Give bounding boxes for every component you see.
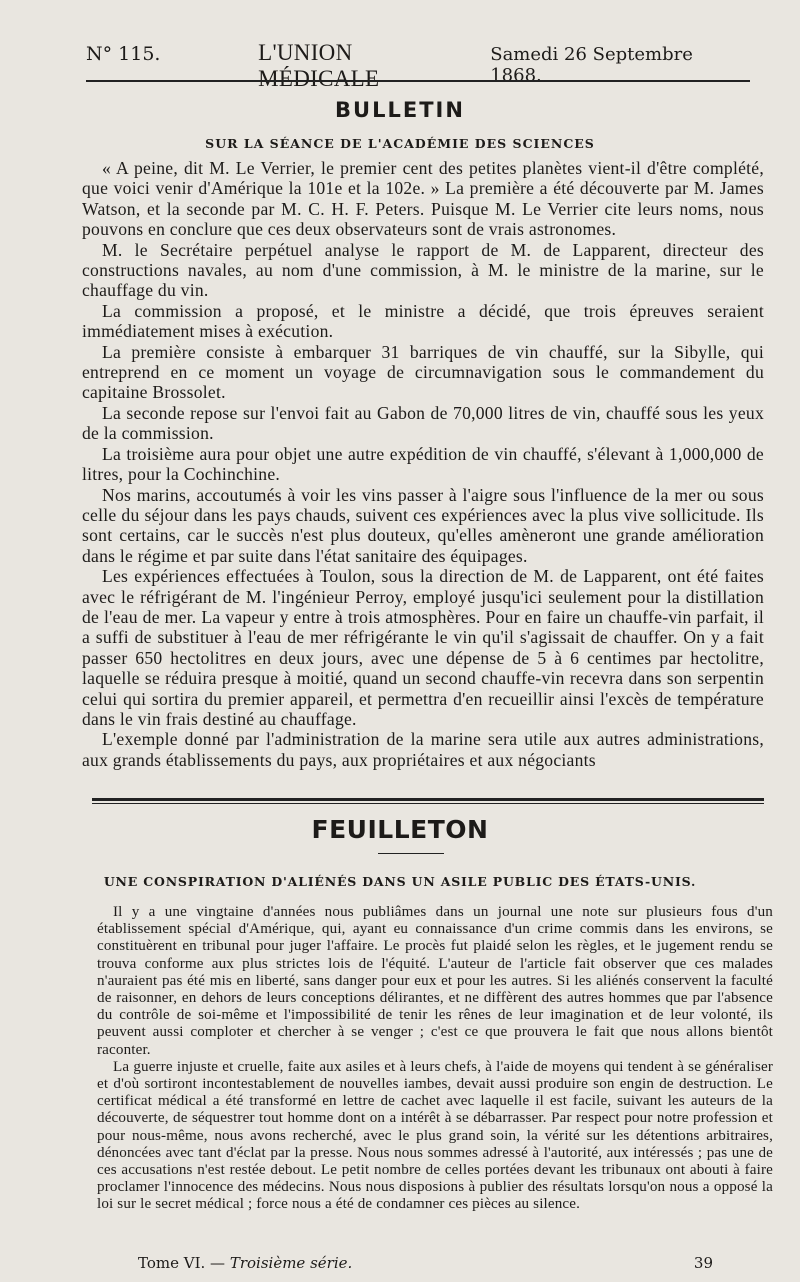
bulletin-paragraph: M. le Secrétaire perpétuel analyse le rapport de M. de Lapparent, directeur des constructions navales, au nom d'une commission, à M. le ministre de la marine, sur le chauffage du vin. [82,239,764,301]
page-number: 39 [693,1254,713,1272]
bulletin-body [82,158,764,770]
journal-title: L'UNION MÉDICALE [258,40,380,91]
footer-series: Troisième série. [229,1254,353,1272]
bulletin-paragraph: Nos marins, accoutumés à voir les vins passer à l'aigre sous l'influence de la mer ou sous celle du séjour dans les pays chauds, suivent ces expériences avec la plus vive sollicitude. Ils sont certains, car le succès n'est plus douteux, qu'elles amèneront une grande amélioration dans le régime et par suite dans l'état sanitaire des équipages. [82,484,764,566]
feuilleton-title-rule [378,853,444,854]
footer-tome-label: Tome VI. — [138,1254,226,1272]
issue-date: Samedi 26 Septembre 1868. [490,44,693,86]
bulletin-title: BULLETIN [335,98,465,122]
bulletin-subtitle: SUR LA SÉANCE DE L'ACADÉMIE DES SCIENCES [205,136,595,151]
page-footer [138,1254,713,1272]
bulletin-paragraph: La première consiste à embarquer 31 barriques de vin chauffé, sur la Sibylle, qui entreprend en ce moment un voyage de circumnavigation sous le commandement du capitaine Brossolet. [82,341,764,403]
page-header [86,40,746,91]
issue-number: N° 115. [86,43,161,65]
feuilleton-subtitle: UNE CONSPIRATION D'ALIÉNÉS DANS UN ASILE PUBLIC DES ÉTATS-UNIS. [103,874,697,889]
bulletin-paragraph: La troisième aura pour objet une autre expédition de vin chauffé, s'élevant à 1,000,000 de litres, pour la Cochinchine. [82,443,764,485]
footer-volume [138,1254,673,1272]
section-divider-thin [92,803,764,804]
bulletin-paragraph: La commission a proposé, et le ministre a décidé, que trois épreuves seraient immédiatement mises à exécution. [82,300,764,342]
bulletin-paragraph: La seconde repose sur l'envoi fait au Gabon de 70,000 litres de vin, chauffé sous les yeux de la commission. [82,402,764,444]
feuilleton-body [97,904,773,1214]
feuilleton-paragraph: La guerre injuste et cruelle, faite aux asiles et à leurs chefs, à l'aide de moyens qui tendent à se généraliser et d'où sortiront incontestablement de nouvelles iambes, devait aussi produire son engin de destruction. Le certificat médical a été transformé en lettre de cachet avec laquelle il est facile, suivant les auteurs de la découverte, de séquestrer tout homme dont on a intérêt à se débarrasser. Par respect pour notre profession et pour nous-même, nous avons recherché, avec le plus grand soin, la vérité sur les détentions arbitraires, dénoncées avec tant d'éclat par la presse. Nous nous sommes adressé à l'autorité, aux intéressés ; pas une de ces accusations n'est restée debout. Le petit nombre de celles portées devant les tribunaux ont abouti à faire proclamer l'innocence des médecins. Nous nous disposions à publier des résultats lorsqu'on nous a opposé la loi sur le secret médical ; force nous a été de condamner ces pièces au silence. [97,1058,773,1213]
bulletin-paragraph: Les expériences effectuées à Toulon, sous la direction de M. de Lapparent, ont été faites avec le réfrigérant de M. l'ingénieur Perroy, employé jusqu'ici seulement pour la distillation de l'eau de mer. La vapeur y entre à trois atmosphères. Pour en faire un chauffe-vin parfait, il a suffi de substituer à l'eau de mer réfrigérante le vin qu'il s'agissait de chauffer. On y a fait passer 650 hectolitres en deux jours, avec une dépense de 5 à 6 centimes par hectolitre, laquelle se réduira presque à moitié, quand un second chauffe-vin recevra dans son serpentin celui qui sortira du premier appareil, et permettra d'en recueillir ainsi l'excès de température dans le vin frais destiné au chauffage. [82,566,764,729]
header-rule [86,80,750,82]
feuilleton-paragraph: Il y a une vingtaine d'années nous publiâmes dans un journal une note sur plusieurs fous d'un établissement spécial d'Amérique, qui, ayant eu connaissance d'un crime commis dans les environs, se constituèrent en tribunal pour juger l'affaire. Le procès fut plaidé selon les règles, et le jugement rendu se trouva conforme aux plus strictes lois de l'équité. L'auteur de l'article fait observer que ces malades n'auraient pas été mis en liberté, sans danger pour eux et pour les autres. Si les aliénés conservent la faculté de raisonner, en dehors de leurs conceptions délirantes, et ne diffèrent des autres hommes que par l'absence du contrôle de soi-même et l'impossibilité de tenir les rênes de leur imagination et de leur volonté, ils peuvent aussi comploter et chercher à se venger ; c'est ce que prouvera le fait que nous allons bientôt raconter. [97,904,773,1058]
bulletin-paragraph: L'exemple donné par l'administration de la marine sera utile aux autres administrations, aux grands établissements du pays, aux propriétaires et aux négociants [82,729,764,770]
section-divider-thick [92,798,764,801]
feuilleton-title: FEUILLETON [311,815,489,844]
bulletin-paragraph: « A peine, dit M. Le Verrier, le premier cent des petites planètes vient-il d'être complété, que voici venir d'Amérique la 101e et la 102e. » La première a été découverte par M. James Watson, et la seconde par M. C. H. F. Peters. Puisque M. Le Verrier cite leurs noms, nous pouvons en conclure que ces deux observateurs sont de vrais astronomes. [82,158,764,240]
